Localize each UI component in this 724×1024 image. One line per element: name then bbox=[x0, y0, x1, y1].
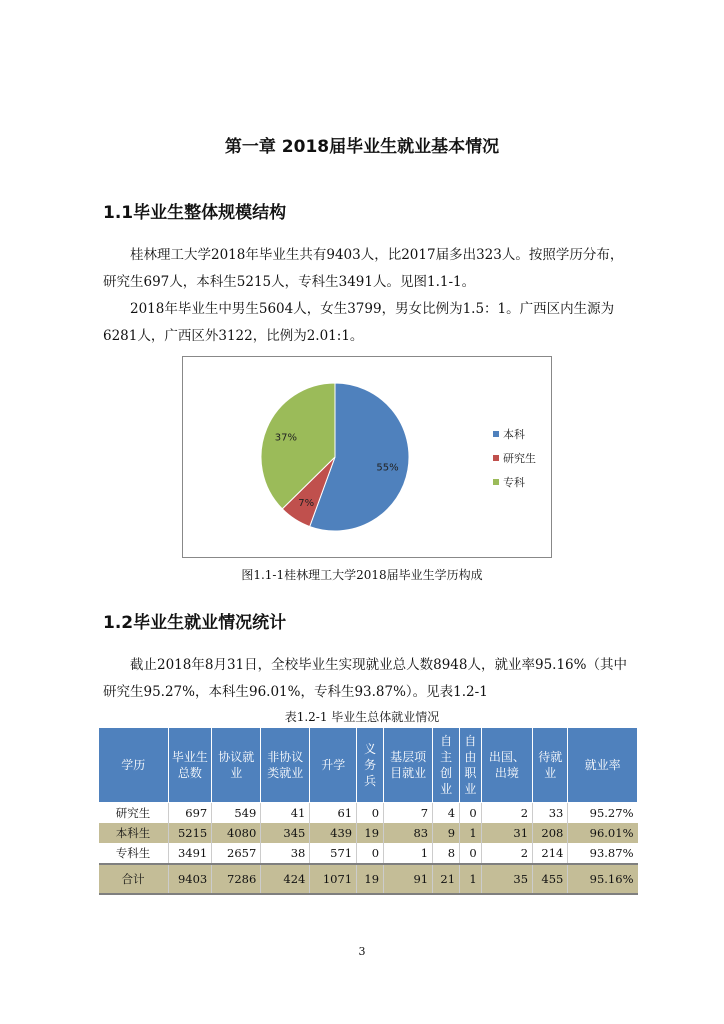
table-cell: 0 bbox=[357, 843, 384, 864]
degree-pie-chart bbox=[182, 356, 552, 558]
table-cell: 93.87% bbox=[568, 843, 638, 864]
figure-caption: 图1.1-1桂林理工大学2018届毕业生学历构成 bbox=[241, 568, 483, 582]
legend-swatch bbox=[493, 479, 499, 485]
table-cell: 21 bbox=[433, 864, 460, 894]
header-cell: 自由职业 bbox=[460, 728, 482, 803]
table-header-row bbox=[99, 728, 638, 803]
page-number: 3 bbox=[358, 945, 366, 958]
header-cell: 毕业生总数 bbox=[168, 728, 212, 803]
pie-data-label: 55% bbox=[376, 462, 399, 474]
table-cell: 4080 bbox=[212, 823, 261, 843]
table-cell: 合计 bbox=[99, 864, 169, 894]
employment-table bbox=[98, 727, 638, 895]
header-cell: 学历 bbox=[99, 728, 169, 803]
table-cell: 95.16% bbox=[568, 864, 638, 894]
table-cell: 549 bbox=[212, 803, 261, 824]
header-cell: 就业率 bbox=[568, 728, 638, 803]
table-cell: 本科生 bbox=[99, 823, 169, 843]
header-cell: 升学 bbox=[310, 728, 357, 803]
table-cell: 345 bbox=[261, 823, 310, 843]
table-cell: 7286 bbox=[212, 864, 261, 894]
table-cell: 0 bbox=[460, 803, 482, 824]
table-cell: 7 bbox=[384, 803, 433, 824]
table-cell: 35 bbox=[481, 864, 532, 894]
table-cell: 95.27% bbox=[568, 803, 638, 824]
section-heading-1-2: 1.2毕业生就业情况统计 bbox=[103, 613, 287, 633]
table-cell: 455 bbox=[533, 864, 568, 894]
table-cell: 2 bbox=[481, 843, 532, 864]
table-cell: 83 bbox=[384, 823, 433, 843]
section-heading-1-1: 1.1毕业生整体规模结构 bbox=[103, 203, 287, 223]
table-cell: 2657 bbox=[212, 843, 261, 864]
table-row bbox=[99, 823, 638, 843]
header-cell: 义务兵 bbox=[357, 728, 384, 803]
table-cell: 208 bbox=[533, 823, 568, 843]
table-cell: 3491 bbox=[168, 843, 212, 864]
header-cell: 出国、出境 bbox=[481, 728, 532, 803]
table-row-total bbox=[99, 864, 638, 894]
table-caption: 表1.2-1 毕业生总体就业情况 bbox=[284, 710, 440, 724]
table-cell: 研究生 bbox=[115, 806, 151, 820]
table-cell: 19 bbox=[357, 823, 384, 843]
table-cell: 19 bbox=[357, 864, 384, 894]
table-cell: 0 bbox=[460, 843, 482, 864]
table-cell: 4 bbox=[433, 803, 460, 824]
table-cell: 8 bbox=[433, 843, 460, 864]
table-cell: 38 bbox=[261, 843, 310, 864]
pie-data-label: 7% bbox=[298, 497, 315, 509]
header-cell: 自主创业 bbox=[433, 728, 460, 803]
table-cell: 9403 bbox=[168, 864, 212, 894]
table-cell: 0 bbox=[357, 803, 384, 824]
table-cell: 31 bbox=[481, 823, 532, 843]
table-cell: 9 bbox=[433, 823, 460, 843]
paragraph-gender-origin: 2018年毕业生中男生5604人，女生3799，男女比例为1.5：1。广西区内生源为6281人，广西区外3122，比例为2.01:1。 bbox=[103, 301, 615, 344]
table-cell: 1 bbox=[460, 823, 482, 843]
pie-data-label: 37% bbox=[274, 432, 297, 444]
table-cell: 41 bbox=[261, 803, 310, 824]
table-cell: 1071 bbox=[310, 864, 357, 894]
header-cell: 待就业 bbox=[533, 728, 568, 803]
table-cell: 专科生 bbox=[115, 846, 151, 860]
table-cell: 61 bbox=[310, 803, 357, 824]
legend-label: 研究生 bbox=[503, 452, 536, 465]
header-cell: 基层项目就业 bbox=[384, 728, 433, 803]
legend-label: 本科 bbox=[503, 428, 525, 441]
table-cell: 5215 bbox=[168, 823, 212, 843]
table-cell: 424 bbox=[261, 864, 310, 894]
legend-swatch bbox=[493, 431, 499, 437]
table-cell: 439 bbox=[310, 823, 357, 843]
header-cell: 协议就业 bbox=[212, 728, 261, 803]
paragraph-employment: 截止2018年8月31日，全校毕业生实现就业总人数8948人，就业率95.16%（其中研究生95.27%，本科生96.01%，专科生93.87%）。见表1.2-1 bbox=[103, 657, 627, 700]
table-cell: 571 bbox=[310, 843, 357, 864]
table-cell: 1 bbox=[384, 843, 433, 864]
table-row bbox=[99, 843, 638, 864]
paragraph-scale: 桂林理工大学2018年毕业生共有9403人，比2017届多出323人。按照学历分布，研究生697人，本科生5215人，专科生3491人。见图1.1-1。 bbox=[103, 247, 624, 290]
legend-label: 专科 bbox=[503, 476, 525, 489]
table-cell: 1 bbox=[460, 864, 482, 894]
table-row bbox=[99, 803, 638, 824]
chapter-title: 第一章 2018届毕业生就业基本情况 bbox=[224, 137, 500, 157]
header-cell: 非协议类就业 bbox=[261, 728, 310, 803]
table-cell: 214 bbox=[533, 843, 568, 864]
table-cell: 697 bbox=[168, 803, 212, 824]
table-cell: 91 bbox=[384, 864, 433, 894]
table-cell: 2 bbox=[481, 803, 532, 824]
table-cell: 33 bbox=[533, 803, 568, 824]
table-cell: 96.01% bbox=[568, 823, 638, 843]
legend-swatch bbox=[493, 455, 499, 461]
pie-chart-svg bbox=[183, 357, 551, 557]
